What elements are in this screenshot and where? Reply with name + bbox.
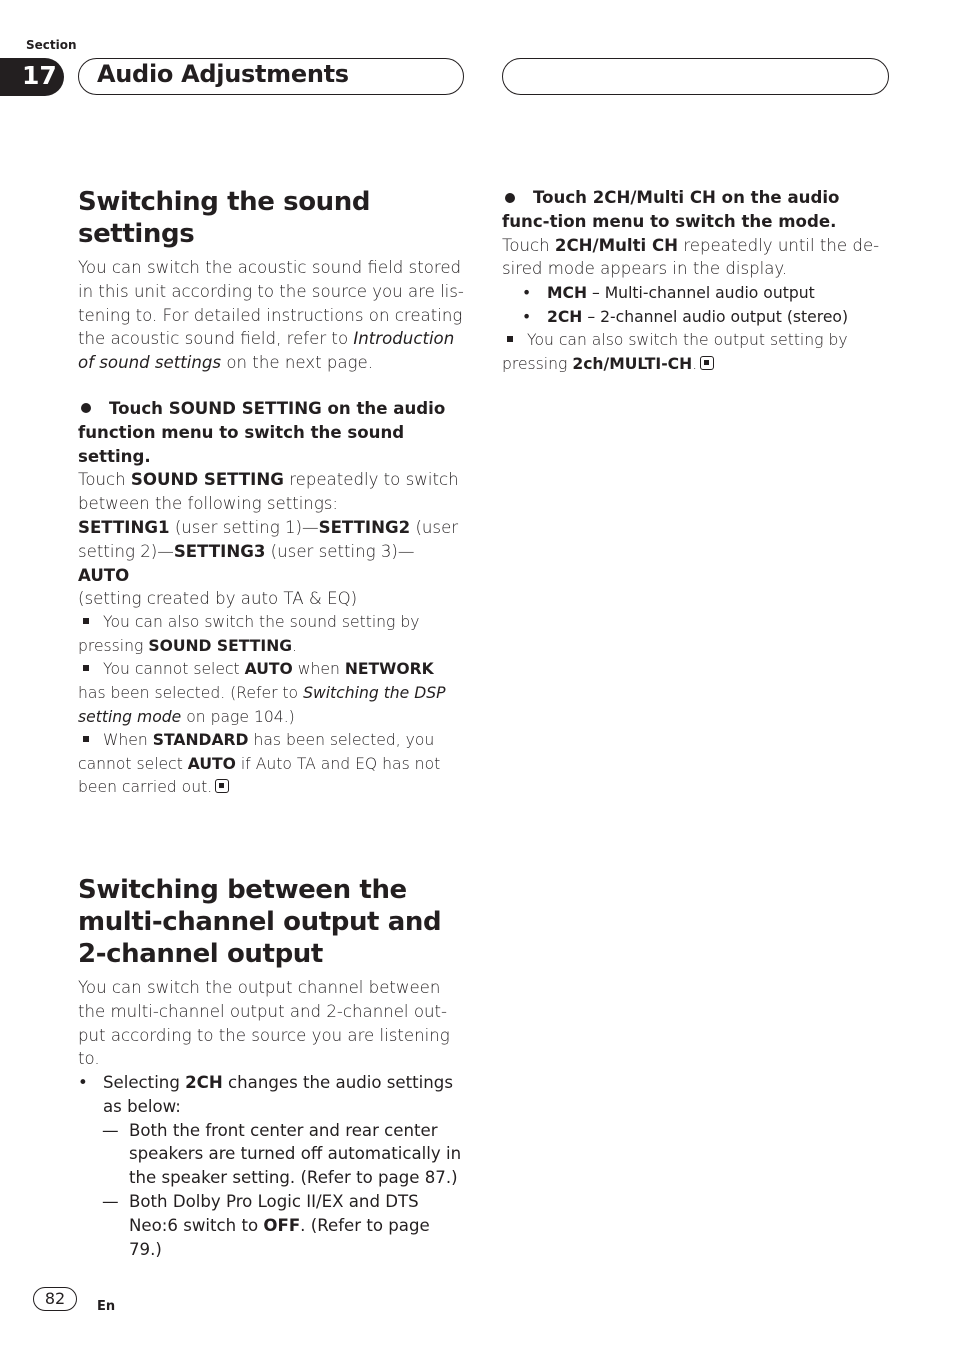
heading-switching-sound-settings: Switching the sound settings xyxy=(78,187,371,249)
list-item: • Selecting 2CH changes the audio settings as below: xyxy=(78,1071,464,1119)
dash-list xyxy=(78,1119,464,1262)
mode-list xyxy=(502,281,888,329)
step-sound-setting: Touch SOUND SETTING on the audio function menu to switch the sound setting. xyxy=(78,398,446,466)
list-item: • 2CH – 2-channel audio output (stereo) xyxy=(502,305,888,329)
left-column xyxy=(78,186,464,1261)
end-mark-icon xyxy=(215,779,229,793)
section-label: Section xyxy=(26,38,77,52)
step-bullet-icon xyxy=(81,403,91,413)
bullet-list xyxy=(78,1071,464,1119)
note-square-icon xyxy=(83,665,89,671)
note-standard-auto: When STANDARD has been selected, you cannot select AUTO if Auto TA and EQ has not been carried out. xyxy=(78,731,441,797)
list-item: — Both the front center and rear center speakers are turned off automatically in the speaker setting. (Refer to page 87.) xyxy=(78,1119,464,1190)
right-column xyxy=(502,186,888,376)
settings-sequence: SETTING1 (user setting 1)—SETTING2 (user setting 2)—SETTING3 (user setting 3)—AUTO (setting created by auto TA & EQ) xyxy=(78,517,459,609)
step-2ch-multich: Touch 2CH/Multi CH on the audio func-tion menu to switch the mode. xyxy=(502,188,840,231)
section-number: 17 xyxy=(22,61,57,90)
language-label: En xyxy=(97,1299,116,1314)
intro-reference: Introduction of sound settings xyxy=(78,329,455,373)
page-title: Audio Adjustments xyxy=(97,60,349,88)
note-2ch-multich-button: You can also switch the output setting by pressing 2ch/MULTI-CH. xyxy=(502,331,848,373)
page-number: 82 xyxy=(33,1287,77,1311)
step-bullet-icon xyxy=(505,193,515,203)
intro-paragraph: You can switch the acoustic sound field stored in this unit according to the source you are lis-tening to. For detailed instructions on creating the acoustic sound field, refer to Introduction of sound settings on the next page. xyxy=(78,258,464,373)
note-square-icon xyxy=(507,336,513,342)
header-empty-frame xyxy=(502,58,889,95)
touch-2ch-text: Touch 2CH/Multi CH repeatedly until the de-sired mode appears in the display. xyxy=(502,235,880,279)
note-auto-network: You cannot select AUTO when NETWORK has been selected. (Refer to Switching the DSP setting mode on page 104.) xyxy=(78,660,446,726)
list-item: • MCH – Multi-channel audio output xyxy=(502,281,888,305)
list-item: — Both Dolby Pro Logic II/EX and DTS Neo:6 switch to OFF. (Refer to page 79.) xyxy=(78,1190,464,1261)
heading-switching-output: Switching between the multi-channel output and 2-channel output xyxy=(78,874,442,969)
note-sound-setting-button: You can also switch the sound setting by pressing SOUND SETTING. xyxy=(78,613,420,655)
end-mark-icon xyxy=(700,356,714,370)
touch-sound-setting-text: Touch SOUND SETTING repeatedly to switch between the following settings: xyxy=(78,470,459,514)
note-square-icon xyxy=(83,736,89,742)
note-square-icon xyxy=(83,618,89,624)
intro2-paragraph: You can switch the output channel between the multi-channel output and 2-channel out-put according to the source you are listening to. xyxy=(78,977,450,1069)
